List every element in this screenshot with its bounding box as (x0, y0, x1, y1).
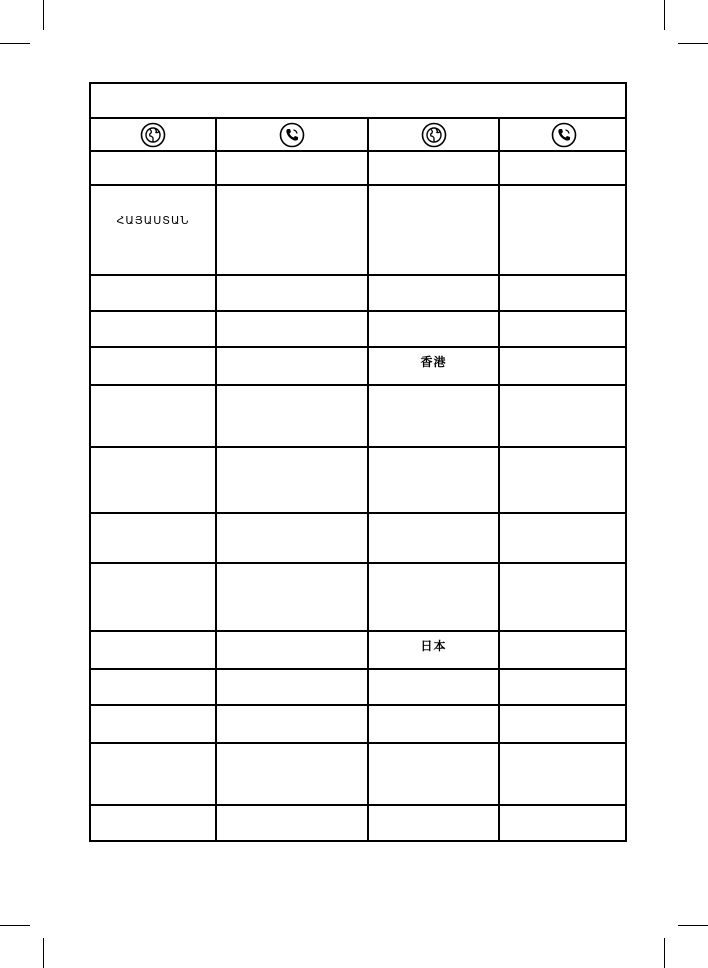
crop-mark (678, 43, 708, 44)
phone-cell (500, 386, 627, 446)
phone-cell (217, 348, 367, 384)
phone-cell (500, 348, 627, 384)
country-cell (369, 152, 498, 184)
country-cell (91, 632, 215, 668)
country-cell (91, 348, 215, 384)
phone-cell (217, 312, 367, 346)
phone-cell (217, 564, 367, 630)
phone-cell (217, 386, 367, 446)
phone-cell (217, 632, 367, 668)
table-row (91, 514, 625, 564)
phone-cell (217, 276, 367, 310)
country-cell (91, 386, 215, 446)
country-cell (369, 564, 498, 630)
phone-cell (500, 706, 627, 742)
phone-cell (217, 806, 367, 840)
header-phone-1 (217, 119, 367, 150)
table-row (91, 632, 625, 670)
phone-cell (500, 152, 627, 184)
phone-cell (500, 186, 627, 274)
crop-mark (43, 0, 44, 30)
phone-cell (500, 448, 627, 512)
country-cell (369, 186, 498, 274)
country-label: ՀԱՅԱՍՏԱՆ (116, 215, 190, 227)
country-cell (91, 186, 215, 274)
table-title-bar (91, 84, 625, 119)
country-cell (91, 706, 215, 742)
table-row (91, 186, 625, 276)
table-row (91, 348, 625, 386)
crop-mark (664, 938, 665, 968)
crop-mark (678, 925, 708, 926)
country-cell (369, 744, 498, 804)
table-row (91, 806, 625, 840)
table-row (91, 670, 625, 706)
country-cell (91, 670, 215, 704)
table-row (91, 152, 625, 186)
table-row (91, 448, 625, 514)
country-cell (369, 806, 498, 840)
globe-icon (140, 122, 166, 148)
contact-table (89, 82, 627, 842)
phone-cell (217, 186, 367, 274)
table-row (91, 312, 625, 348)
country-cell (369, 448, 498, 512)
country-cell (369, 348, 498, 384)
crop-mark (0, 925, 30, 926)
globe-icon (421, 122, 447, 148)
crop-mark (664, 0, 665, 30)
phone-cell (500, 312, 627, 346)
phone-cell (500, 670, 627, 704)
table-row (91, 564, 625, 632)
phone-cell (217, 744, 367, 804)
country-label: 香港 (420, 355, 447, 369)
country-cell (369, 276, 498, 310)
country-cell (91, 152, 215, 184)
crop-mark (43, 938, 44, 968)
table-row (91, 276, 625, 312)
header-country-2 (369, 119, 498, 150)
country-cell (369, 670, 498, 704)
phone-icon (551, 122, 577, 148)
table-row (91, 386, 625, 448)
country-cell (369, 632, 498, 668)
phone-cell (500, 276, 627, 310)
crop-mark (0, 43, 30, 44)
country-cell (369, 312, 498, 346)
phone-cell (500, 744, 627, 804)
country-cell (91, 448, 215, 512)
country-cell (91, 276, 215, 310)
header-phone-2 (500, 119, 627, 150)
phone-cell (500, 632, 627, 668)
table-row (91, 744, 625, 806)
country-cell (91, 514, 215, 562)
country-cell (369, 386, 498, 446)
table-row (91, 706, 625, 744)
country-cell (369, 706, 498, 742)
phone-icon (279, 122, 305, 148)
country-cell (91, 564, 215, 630)
phone-cell (217, 152, 367, 184)
country-cell (91, 806, 215, 840)
country-cell (91, 744, 215, 804)
country-cell (369, 514, 498, 562)
header-country-1 (91, 119, 215, 150)
country-cell (91, 312, 215, 346)
phone-cell (217, 670, 367, 704)
phone-cell (500, 514, 627, 562)
header-row (91, 119, 625, 152)
phone-cell (217, 448, 367, 512)
phone-cell (500, 564, 627, 630)
phone-cell (217, 514, 367, 562)
phone-cell (217, 706, 367, 742)
phone-cell (500, 806, 627, 840)
country-label: 日本 (420, 639, 447, 653)
